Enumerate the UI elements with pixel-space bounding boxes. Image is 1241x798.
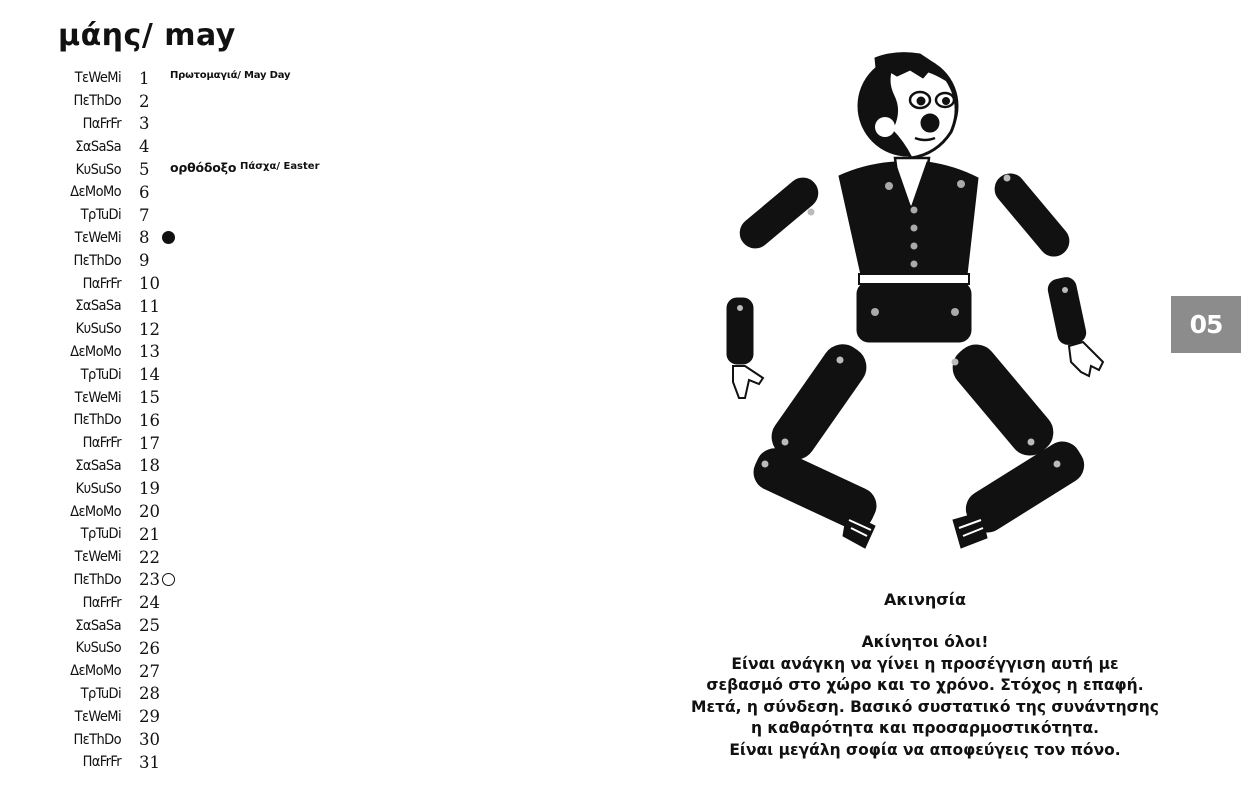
day-number: 20 bbox=[139, 502, 160, 522]
day-number: 31 bbox=[139, 752, 160, 772]
day-name: ΠαFrFr bbox=[82, 594, 121, 611]
day-name: ΔεMoMo bbox=[70, 503, 121, 520]
jointed-puppet-illustration-icon bbox=[715, 50, 1115, 560]
day-row[interactable] bbox=[20, 158, 340, 181]
day-number: 6 bbox=[139, 182, 150, 202]
day-name: ΠεThDo bbox=[73, 252, 121, 269]
day-row[interactable] bbox=[20, 204, 340, 227]
day-name: ΠεThDo bbox=[73, 571, 121, 588]
day-row[interactable] bbox=[20, 455, 340, 478]
day-name: ΤρTuDi bbox=[80, 685, 121, 702]
day-note: Πρωτομαγιά/ May Day bbox=[170, 70, 291, 81]
day-number: 1 bbox=[139, 68, 150, 88]
day-row[interactable] bbox=[20, 227, 340, 250]
day-row[interactable] bbox=[20, 660, 340, 683]
day-name: ΣαSaSa bbox=[75, 457, 121, 474]
day-number: 14 bbox=[139, 365, 160, 385]
day-row[interactable] bbox=[20, 181, 340, 204]
day-name: ΣαSaSa bbox=[75, 138, 121, 155]
day-row[interactable] bbox=[20, 728, 340, 751]
day-row[interactable] bbox=[20, 135, 340, 158]
day-name: ΠαFrFr bbox=[82, 115, 121, 132]
day-row[interactable] bbox=[20, 591, 340, 614]
day-number: 3 bbox=[139, 114, 150, 134]
day-number: 15 bbox=[139, 388, 160, 408]
day-row[interactable] bbox=[20, 409, 340, 432]
caption-line: σεβασμό στο χώρο και το χρόνο. Στόχος η επαφή. bbox=[706, 676, 1144, 694]
day-name: ΤεWeMi bbox=[74, 70, 121, 87]
day-number: 12 bbox=[139, 319, 160, 339]
day-number: 13 bbox=[139, 342, 160, 362]
day-name: ΔεMoMo bbox=[70, 663, 121, 680]
day-name: ΤρTuDi bbox=[80, 207, 121, 224]
day-name: ΤρTuDi bbox=[80, 526, 121, 543]
day-name: ΠαFrFr bbox=[82, 275, 121, 292]
day-row[interactable] bbox=[20, 500, 340, 523]
day-name: ΚυSuSo bbox=[75, 640, 121, 657]
day-note: ορθόδοξο bbox=[170, 160, 237, 176]
day-row[interactable] bbox=[20, 432, 340, 455]
day-row[interactable] bbox=[20, 295, 340, 318]
puppet-figure bbox=[715, 50, 1115, 564]
day-row[interactable] bbox=[20, 523, 340, 546]
caption-line: Είναι μεγάλη σοφία να αποφεύγεις τον πόνο. bbox=[729, 740, 1121, 759]
day-row[interactable] bbox=[20, 113, 340, 136]
day-name: ΣαSaSa bbox=[75, 617, 121, 634]
day-row[interactable] bbox=[20, 569, 340, 592]
day-name: ΠεThDo bbox=[73, 731, 121, 748]
day-name: ΔεMoMo bbox=[70, 343, 121, 360]
day-row[interactable] bbox=[20, 67, 340, 90]
caption-line: Είναι ανάγκη να γίνει η προσέγγιση αυτή με bbox=[731, 654, 1119, 673]
day-row[interactable] bbox=[20, 546, 340, 569]
day-number: 8 bbox=[139, 228, 150, 248]
day-number: 30 bbox=[139, 730, 160, 749]
day-name: ΤρTuDi bbox=[80, 366, 121, 383]
caption-title: Ακινησία bbox=[884, 590, 966, 609]
day-note-secondary: Πάσχα/ Easter bbox=[240, 161, 320, 173]
day-name: ΤεWeMi bbox=[74, 229, 121, 246]
day-number: 7 bbox=[139, 205, 150, 225]
day-number: 23 bbox=[139, 570, 160, 590]
day-row[interactable] bbox=[20, 249, 340, 272]
day-number: 11 bbox=[139, 296, 160, 316]
day-number: 29 bbox=[139, 707, 160, 727]
day-row[interactable] bbox=[20, 363, 340, 386]
caption-line: Ακίνητοι όλοι! bbox=[861, 633, 989, 651]
day-number: 19 bbox=[139, 479, 160, 499]
day-row[interactable] bbox=[20, 386, 340, 409]
day-number: 21 bbox=[139, 524, 160, 544]
day-number: 26 bbox=[139, 638, 160, 658]
day-number: 28 bbox=[139, 684, 160, 704]
day-name: ΤεWeMi bbox=[74, 708, 121, 725]
day-list bbox=[20, 67, 340, 774]
full-moon-icon bbox=[162, 231, 175, 244]
day-number: 2 bbox=[139, 91, 150, 111]
day-row[interactable] bbox=[20, 751, 340, 774]
day-number: 10 bbox=[139, 274, 160, 294]
day-row[interactable] bbox=[20, 477, 340, 500]
day-number: 17 bbox=[139, 433, 160, 453]
day-row[interactable] bbox=[20, 318, 340, 341]
day-row[interactable] bbox=[20, 637, 340, 660]
day-name: ΚυSuSo bbox=[75, 161, 121, 178]
day-number: 4 bbox=[139, 137, 150, 157]
day-number: 5 bbox=[139, 160, 150, 180]
day-row[interactable] bbox=[20, 90, 340, 113]
month-tab[interactable]: 05 bbox=[1171, 296, 1241, 353]
day-row[interactable] bbox=[20, 705, 340, 728]
day-name: ΤεWeMi bbox=[74, 549, 121, 566]
day-name: ΚυSuSo bbox=[75, 480, 121, 497]
day-row[interactable] bbox=[20, 614, 340, 637]
day-name: ΠαFrFr bbox=[82, 435, 121, 452]
month-title: μάης/ may bbox=[58, 18, 236, 53]
caption-body bbox=[690, 632, 1160, 761]
day-number: 24 bbox=[139, 593, 160, 613]
day-number: 18 bbox=[139, 456, 160, 476]
day-number: 25 bbox=[139, 616, 160, 636]
day-name: ΣαSaSa bbox=[75, 298, 121, 315]
day-name: ΤεWeMi bbox=[74, 389, 121, 406]
day-row[interactable] bbox=[20, 341, 340, 364]
day-row[interactable] bbox=[20, 272, 340, 295]
caption-line: Μετά, η σύνδεση. Βασικό συστατικό της συνάντησης bbox=[691, 697, 1159, 716]
new-moon-icon bbox=[162, 573, 175, 586]
day-name: ΠεThDo bbox=[73, 93, 121, 110]
day-name: ΚυSuSo bbox=[75, 321, 121, 338]
day-number: 9 bbox=[139, 251, 150, 271]
day-number: 22 bbox=[139, 547, 160, 567]
day-name: ΠαFrFr bbox=[82, 754, 121, 771]
day-row[interactable] bbox=[20, 683, 340, 706]
day-name: ΔεMoMo bbox=[70, 184, 121, 201]
day-number: 16 bbox=[139, 410, 160, 430]
day-number: 27 bbox=[139, 661, 160, 681]
caption-line: η καθαρότητα και προσαρμοστικότητα. bbox=[751, 719, 1099, 737]
day-name: ΠεThDo bbox=[73, 412, 121, 429]
